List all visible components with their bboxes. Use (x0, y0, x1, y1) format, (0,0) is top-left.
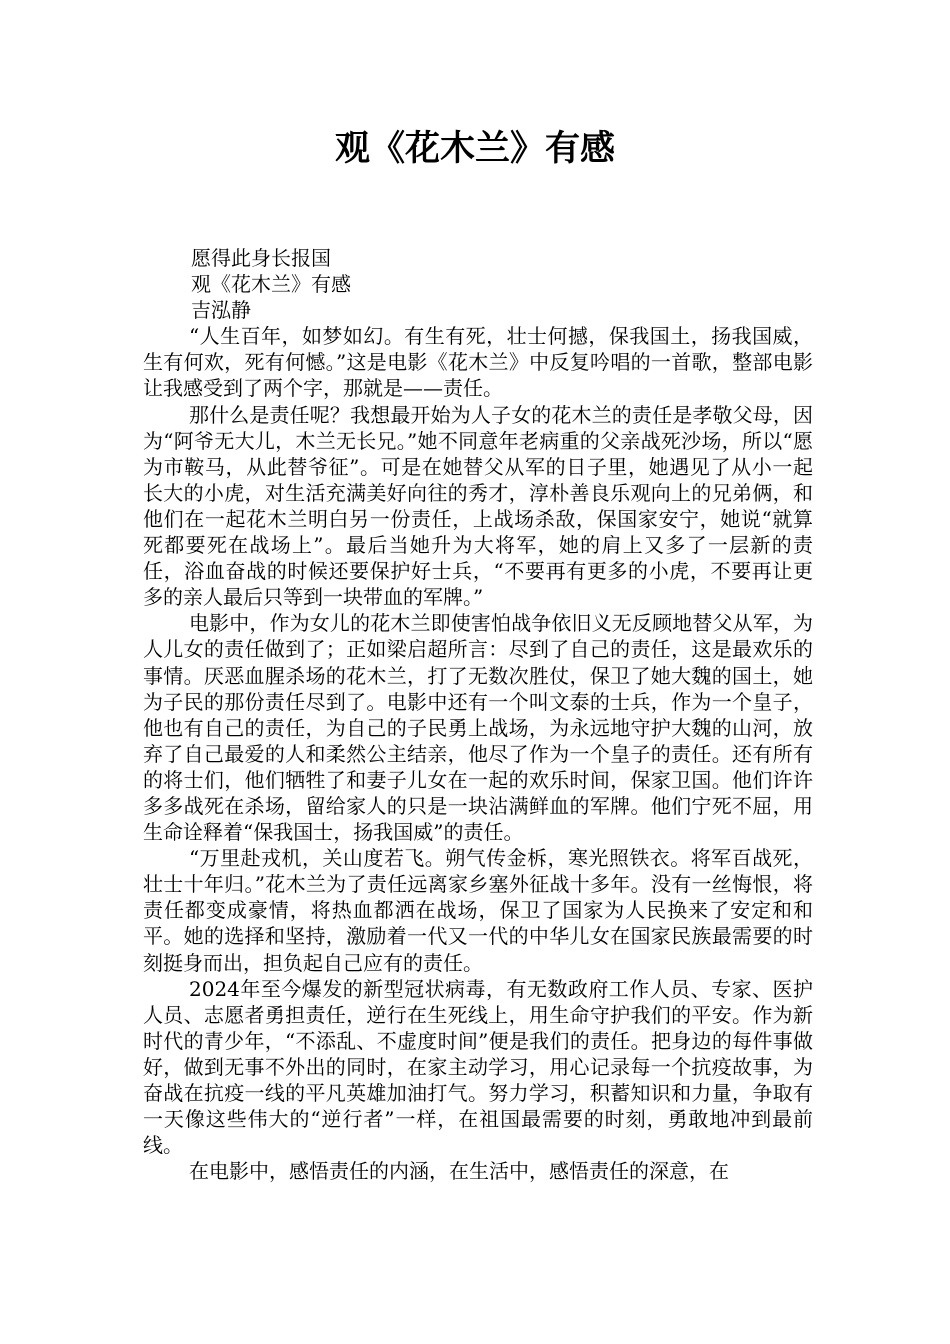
paragraph-4: “万里赴戎机，关山度若飞。朔气传金柝，寒光照铁衣。将军百战死，壮士十年归。”花木兰为了责任远离家乡塞外征战十多年。没有一丝悔恨，将责任都变成豪情，将热血都洒在战场，保卫了国家为人民换来了安定和和平。她的选择和坚持，激励着一代又一代的中华儿女在国家民族最需要的时刻挺身而出，担负起自己应有的责任。 (143, 846, 813, 975)
author-name: 吉泓静 (191, 298, 251, 323)
paragraph-6: 在电影中，感悟责任的内涵，在生活中，感悟责任的深意，在 (189, 1159, 729, 1184)
paragraph-5: 2024年至今爆发的新型冠状病毒，有无数政府工作人员、专家、医护人员、志愿者勇担责任，逆行在生死线上，用生命守护我们的平安。作为新时代的青少年，“不添乱、不虚度时间”便是我们的责任。把身边的每件事做好，做到无事不外出的同时，在家主动学习，用心记录每一个抗疫故事，为奋战在抗疫一线的平凡英雄加油打气。努力学习，积蓄知识和力量，争取有一天像这些伟大的“逆行者”一样，在祖国最需要的时刻，勇敢地冲到最前线。 (143, 976, 813, 1158)
paragraph-2: 那什么是责任呢？我想最开始为人子女的花木兰的责任是孝敬父母，因为“阿爷无大儿，木兰无长兄。”她不同意年老病重的父亲战死沙场，所以“愿为市鞍马，从此替爷征”。可是在她替父从军的日子里，她遇见了从小一起长大的小虎，对生活充满美好向往的秀才，淳朴善良乐观向上的兄弟俩，和他们在一起花木兰明白另一份责任，上战场杀敌，保国家安宁，她说“就算死都要死在战场上”。最后当她升为大将军，她的肩上又多了一层新的责任，浴血奋战的时候还要保护好士兵，“不要再有更多的小虎，不要再让更多的亲人最后只等到一块带血的军牌。” (143, 402, 813, 610)
paragraph-1: “人生百年，如梦如幻。有生有死，壮士何撼，保我国土，扬我国威，生有何欢，死有何憾。”这是电影《花木兰》中反复吟唱的一首歌，整部电影让我感受到了两个字，那就是——责任。 (143, 324, 813, 401)
page-title: 观《花木兰》有感 (334, 129, 615, 169)
essay-subheading: 观《花木兰》有感 (191, 272, 351, 297)
essay-heading: 愿得此身长报国 (191, 246, 331, 270)
document-body (143, 245, 813, 1184)
paragraph-3: 电影中，作为女儿的花木兰即使害怕战争依旧义无反顾地替父从军，为人儿女的责任做到了；正如梁启超所言：尽到了自己的责任，这是最欢乐的事情。厌恶血腥杀场的花木兰，打了无数次胜仗，保卫了她大魏的国土，她为子民的那份责任尽到了。电影中还有一个叫文泰的士兵，作为一个皇子，他也有自己的责任，为自己的子民勇上战场，为永远地守护大魏的山河，放弃了自己最爱的人和柔然公主结亲，他尽了作为一个皇子的责任。还有所有的将士们，他们牺牲了和妻子儿女在一起的欢乐时间，保家卫国。他们许许多多战死在杀场，留给家人的只是一块沾满鲜血的军牌。他们宁死不屈，用生命诠释着“保我国士，扬我国威”的责任。 (143, 611, 813, 845)
